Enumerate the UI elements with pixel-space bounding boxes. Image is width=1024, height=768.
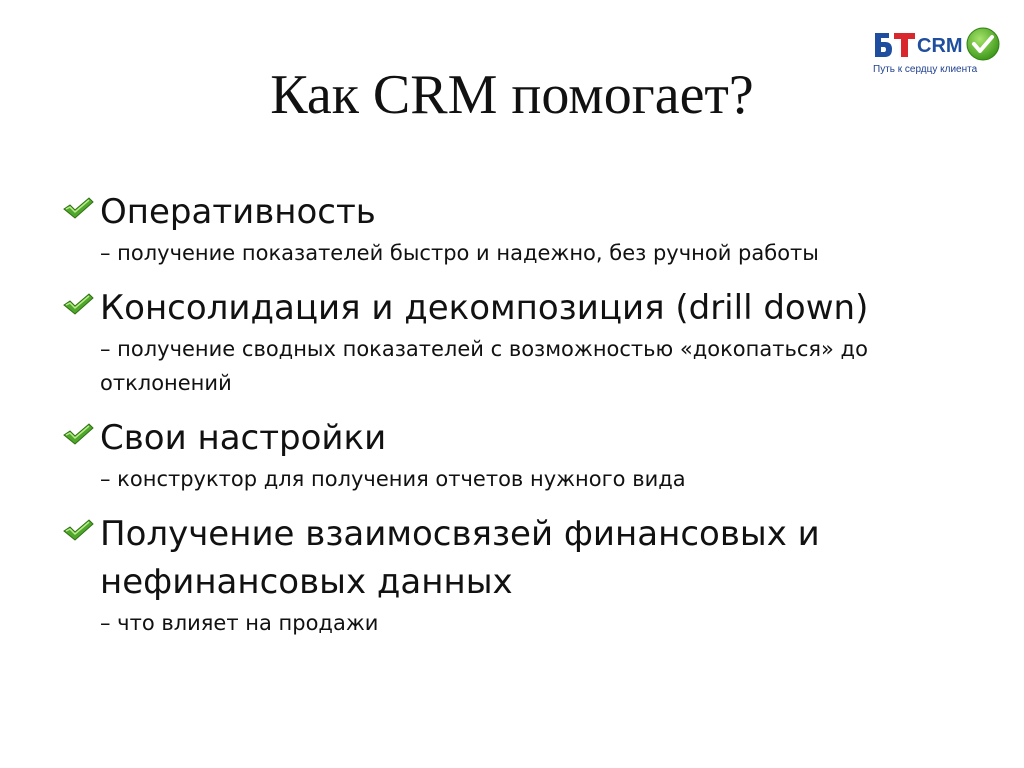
list-item	[62, 510, 962, 640]
green-checkmark-icon	[62, 196, 94, 220]
bullet-heading: Свои настройки	[100, 418, 387, 458]
logo-mark-icon	[873, 30, 917, 60]
logo-checkmark-icon	[965, 26, 1001, 62]
bullet-subtext: – что влияет на продажи	[100, 611, 379, 635]
slide-title: Как CRM помогает?	[270, 64, 754, 126]
bullet-subtext: – получение показателей быстро и надежно, без ручной работы	[100, 241, 819, 265]
list-item	[62, 188, 962, 270]
bullet-heading: Консолидация и декомпозиция (drill down)	[100, 288, 869, 328]
green-checkmark-icon	[62, 518, 94, 542]
bullet-list	[62, 188, 962, 654]
bullet-heading: Оперативность	[100, 192, 376, 232]
green-checkmark-icon	[62, 292, 94, 316]
logo-crm-text: CRM	[917, 35, 963, 57]
logo-tagline: Путь к сердцу клиента	[873, 64, 978, 75]
green-checkmark-icon	[62, 422, 94, 446]
bullet-subtext: – конструктор для получения отчетов нужного вида	[100, 467, 686, 491]
bullet-heading: Получение взаимосвязей финансовых и нефинансовых данных	[100, 514, 820, 602]
list-item	[62, 284, 962, 400]
bullet-subtext: – получение сводных показателей с возможностью «докопаться» до отклонений	[100, 337, 868, 395]
list-item	[62, 414, 962, 496]
